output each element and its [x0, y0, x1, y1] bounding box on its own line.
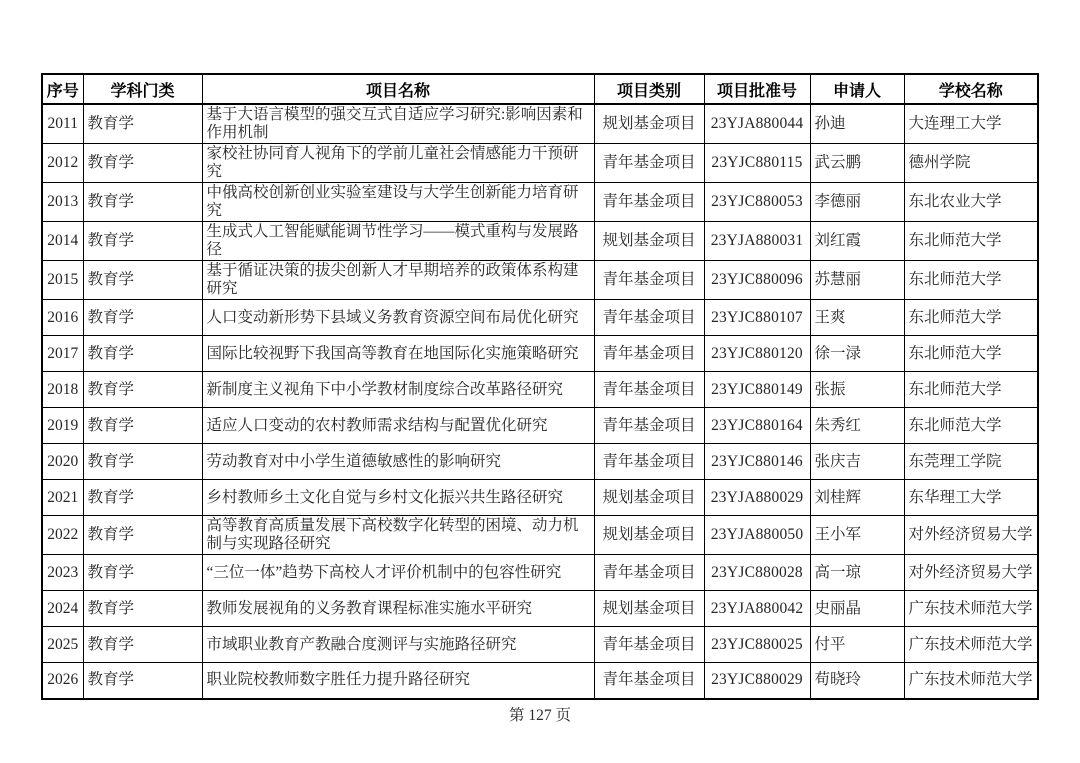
- cell-discipline: 教育学: [83, 408, 202, 444]
- col-header-grant-no: 项目批准号: [704, 74, 810, 104]
- cell-grant-no: 23YJC880107: [704, 300, 810, 336]
- table-row: [42, 104, 1038, 144]
- cell-category: 规划基金项目: [594, 591, 704, 627]
- cell-discipline: 教育学: [83, 222, 202, 261]
- cell-discipline: 教育学: [83, 516, 202, 555]
- cell-category: 青年基金项目: [594, 183, 704, 222]
- table-row: [42, 144, 1038, 183]
- cell-seq: 2016: [42, 300, 83, 336]
- cell-school: 对外经济贸易大学: [904, 555, 1038, 591]
- cell-applicant: 朱秀红: [810, 408, 904, 444]
- cell-school: 东北师范大学: [904, 222, 1038, 261]
- table-row: [42, 408, 1038, 444]
- cell-title: 基于循证决策的拔尖创新人才早期培养的政策体系构建研究: [202, 261, 594, 300]
- cell-seq: 2018: [42, 372, 83, 408]
- cell-category: 规划基金项目: [594, 104, 704, 144]
- cell-category: 青年基金项目: [594, 372, 704, 408]
- cell-seq: 2022: [42, 516, 83, 555]
- table-row: [42, 591, 1038, 627]
- cell-applicant: 张庆吉: [810, 444, 904, 480]
- cell-category: 青年基金项目: [594, 663, 704, 699]
- cell-school: 广东技术师范大学: [904, 591, 1038, 627]
- cell-applicant: 李德丽: [810, 183, 904, 222]
- cell-school: 东北师范大学: [904, 300, 1038, 336]
- cell-title: 市域职业教育产教融合度测评与实施路径研究: [202, 627, 594, 663]
- cell-applicant: 张振: [810, 372, 904, 408]
- cell-seq: 2020: [42, 444, 83, 480]
- table-row: [42, 183, 1038, 222]
- cell-school: 对外经济贸易大学: [904, 516, 1038, 555]
- cell-title: 劳动教育对中小学生道德敏感性的影响研究: [202, 444, 594, 480]
- page-number: 第 127 页: [508, 707, 571, 724]
- col-header-category: 项目类别: [594, 74, 704, 104]
- cell-category: 青年基金项目: [594, 300, 704, 336]
- cell-school: 东莞理工学院: [904, 444, 1038, 480]
- cell-applicant: 武云鹏: [810, 144, 904, 183]
- table-row: [42, 336, 1038, 372]
- cell-grant-no: 23YJC880029: [704, 663, 810, 699]
- cell-discipline: 教育学: [83, 480, 202, 516]
- cell-title: 中俄高校创新创业实验室建设与大学生创新能力培育研究: [202, 183, 594, 222]
- cell-grant-no: 23YJA880044: [704, 104, 810, 144]
- cell-discipline: 教育学: [83, 104, 202, 144]
- col-header-applicant: 申请人: [810, 74, 904, 104]
- cell-applicant: 苏慧丽: [810, 261, 904, 300]
- cell-seq: 2019: [42, 408, 83, 444]
- cell-title: 教师发展视角的义务教育课程标准实施水平研究: [202, 591, 594, 627]
- cell-seq: 2015: [42, 261, 83, 300]
- col-header-title: 项目名称: [202, 74, 594, 104]
- col-header-seq: 序号: [42, 74, 83, 104]
- cell-title: 适应人口变动的农村教师需求结构与配置优化研究: [202, 408, 594, 444]
- projects-table: [41, 73, 1039, 700]
- cell-discipline: 教育学: [83, 336, 202, 372]
- cell-seq: 2024: [42, 591, 83, 627]
- table-header-row: [42, 74, 1038, 104]
- cell-school: 东北师范大学: [904, 336, 1038, 372]
- cell-title: 人口变动新形势下县域义务教育资源空间布局优化研究: [202, 300, 594, 336]
- cell-grant-no: 23YJC880164: [704, 408, 810, 444]
- table-row: [42, 444, 1038, 480]
- cell-school: 大连理工大学: [904, 104, 1038, 144]
- cell-grant-no: 23YJC880149: [704, 372, 810, 408]
- table-row: [42, 627, 1038, 663]
- cell-applicant: 王小军: [810, 516, 904, 555]
- table-row: [42, 480, 1038, 516]
- cell-seq: 2012: [42, 144, 83, 183]
- cell-school: 东北师范大学: [904, 408, 1038, 444]
- table-row: [42, 555, 1038, 591]
- cell-applicant: 史丽晶: [810, 591, 904, 627]
- cell-applicant: 苟晓玲: [810, 663, 904, 699]
- cell-applicant: 付平: [810, 627, 904, 663]
- cell-discipline: 教育学: [83, 444, 202, 480]
- table-row: [42, 663, 1038, 699]
- table-row: [42, 300, 1038, 336]
- cell-title: 乡村教师乡土文化自觉与乡村文化振兴共生路径研究: [202, 480, 594, 516]
- cell-school: 东北师范大学: [904, 372, 1038, 408]
- cell-discipline: 教育学: [83, 300, 202, 336]
- cell-category: 规划基金项目: [594, 480, 704, 516]
- cell-school: 东北农业大学: [904, 183, 1038, 222]
- cell-grant-no: 23YJC880115: [704, 144, 810, 183]
- cell-seq: 2026: [42, 663, 83, 699]
- cell-grant-no: 23YJA880050: [704, 516, 810, 555]
- cell-applicant: 徐一渌: [810, 336, 904, 372]
- cell-grant-no: 23YJC880053: [704, 183, 810, 222]
- cell-category: 青年基金项目: [594, 408, 704, 444]
- cell-category: 青年基金项目: [594, 261, 704, 300]
- cell-school: 广东技术师范大学: [904, 627, 1038, 663]
- table-row: [42, 516, 1038, 555]
- cell-title: 家校社协同育人视角下的学前儿童社会情感能力干预研究: [202, 144, 594, 183]
- cell-grant-no: 23YJA880031: [704, 222, 810, 261]
- cell-grant-no: 23YJA880042: [704, 591, 810, 627]
- cell-seq: 2021: [42, 480, 83, 516]
- cell-applicant: 刘桂辉: [810, 480, 904, 516]
- table-row: [42, 261, 1038, 300]
- cell-title: 国际比较视野下我国高等教育在地国际化实施策略研究: [202, 336, 594, 372]
- cell-category: 规划基金项目: [594, 516, 704, 555]
- cell-grant-no: 23YJA880029: [704, 480, 810, 516]
- cell-category: 青年基金项目: [594, 144, 704, 183]
- cell-discipline: 教育学: [83, 261, 202, 300]
- col-header-school: 学校名称: [904, 74, 1038, 104]
- cell-grant-no: 23YJC880025: [704, 627, 810, 663]
- cell-title: 基于大语言模型的强交互式自适应学习研究:影响因素和作用机制: [202, 104, 594, 144]
- cell-category: 规划基金项目: [594, 222, 704, 261]
- cell-school: 东华理工大学: [904, 480, 1038, 516]
- cell-category: 青年基金项目: [594, 444, 704, 480]
- cell-applicant: 王爽: [810, 300, 904, 336]
- cell-grant-no: 23YJC880028: [704, 555, 810, 591]
- cell-discipline: 教育学: [83, 555, 202, 591]
- cell-school: 广东技术师范大学: [904, 663, 1038, 699]
- cell-applicant: 刘红霞: [810, 222, 904, 261]
- cell-category: 青年基金项目: [594, 627, 704, 663]
- cell-category: 青年基金项目: [594, 336, 704, 372]
- cell-title: 高等教育高质量发展下高校数字化转型的困境、动力机制与实现路径研究: [202, 516, 594, 555]
- cell-grant-no: 23YJC880120: [704, 336, 810, 372]
- cell-seq: 2011: [42, 104, 83, 144]
- table-row: [42, 372, 1038, 408]
- cell-seq: 2013: [42, 183, 83, 222]
- cell-discipline: 教育学: [83, 183, 202, 222]
- cell-discipline: 教育学: [83, 591, 202, 627]
- cell-category: 青年基金项目: [594, 555, 704, 591]
- cell-grant-no: 23YJC880096: [704, 261, 810, 300]
- table-row: [42, 222, 1038, 261]
- cell-seq: 2017: [42, 336, 83, 372]
- cell-discipline: 教育学: [83, 372, 202, 408]
- cell-title: 生成式人工智能赋能调节性学习——模式重构与发展路径: [202, 222, 594, 261]
- cell-discipline: 教育学: [83, 627, 202, 663]
- cell-grant-no: 23YJC880146: [704, 444, 810, 480]
- cell-discipline: 教育学: [83, 663, 202, 699]
- cell-title: 职业院校教师数字胜任力提升路径研究: [202, 663, 594, 699]
- cell-applicant: 高一琼: [810, 555, 904, 591]
- cell-title: “三位一体”趋势下高校人才评价机制中的包容性研究: [202, 555, 594, 591]
- cell-applicant: 孙迪: [810, 104, 904, 144]
- cell-title: 新制度主义视角下中小学教材制度综合改革路径研究: [202, 372, 594, 408]
- col-header-discipline: 学科门类: [83, 74, 202, 104]
- cell-seq: 2023: [42, 555, 83, 591]
- cell-school: 德州学院: [904, 144, 1038, 183]
- cell-school: 东北师范大学: [904, 261, 1038, 300]
- cell-seq: 2014: [42, 222, 83, 261]
- cell-seq: 2025: [42, 627, 83, 663]
- cell-discipline: 教育学: [83, 144, 202, 183]
